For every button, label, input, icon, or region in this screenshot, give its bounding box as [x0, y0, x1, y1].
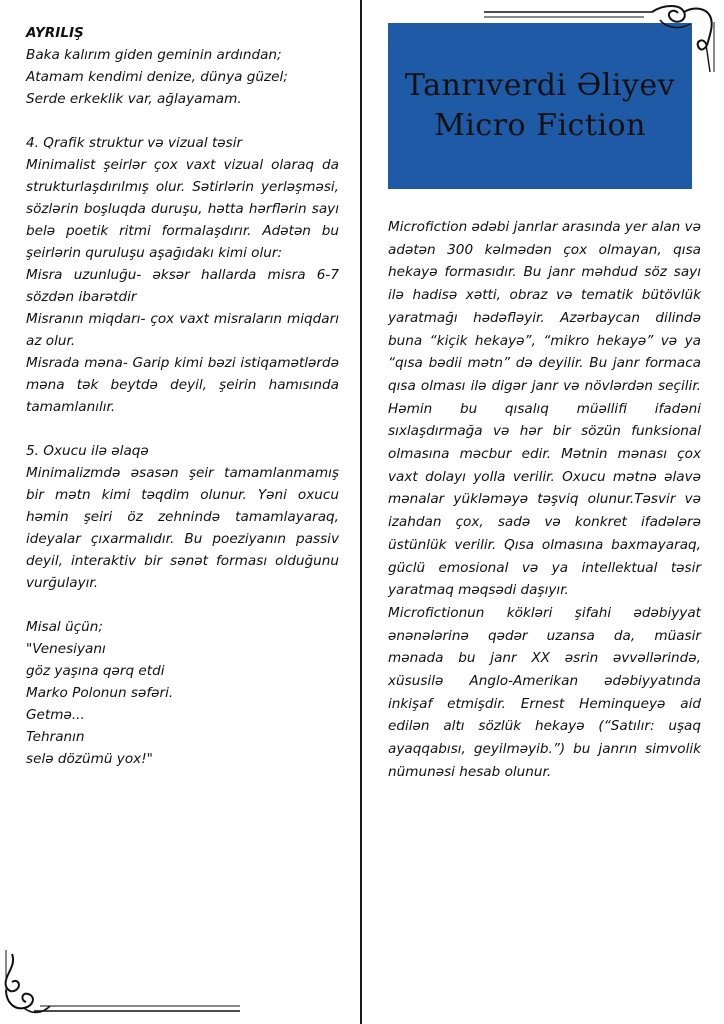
section4-paragraph: Misrada məna- Garip kimi bəzi istiqamətlərdə məna tək beytdə deyil, şeirin hamısında tamamlanılır. [26, 355, 339, 415]
example-line: Marko Polonun səfəri. [26, 685, 174, 701]
section4-paragraph: Minimalist şeirlər çox vaxt vizual olaraq da strukturlaşdırılmış olur. Sətirlərin yerləşməsi, sözlərin boşluqda duruşu, hətta hərflərin sayı belə poetik ritmi formalaşdırır. Adətən bu şeirlərin quruluşu aşağıdakı kimi olur: [26, 157, 339, 261]
title-author: Tanrıverdi Əliyev [404, 68, 676, 103]
section4-paragraph: Misranın miqdarı- çox vaxt misraların miqdarı az olur. [26, 311, 339, 349]
left-column [26, 22, 339, 770]
flourish-ornament-icon [484, 2, 720, 72]
example-line: selə dözümü yox!" [26, 751, 153, 767]
section4-heading: 4. Qrafik struktur və vizual təsir [26, 135, 243, 151]
poem-line: Baka kalırım giden geminin ardından; [26, 47, 282, 63]
example-line: "Venesiyanı [26, 641, 106, 657]
example-line: göz yaşına qərq etdi [26, 663, 165, 679]
right-paragraph: Microfictionun kökləri şifahi ədəbiyyat ənənələrinə qədər uzansa da, müasir mənada bu janr XX əsrin əvvəllərində, xüsusilə Anglo-Amerikan ədəbiyyatında inkişaf etmişdir. Ernest Heminqueyə aid edilən altı sözlük hekayə (“Satılır: uşaq ayaqqabısı, geyilməyib.”) bu janrın simvolik nümunəsi hesab olunur. [388, 604, 701, 780]
column-divider [360, 0, 362, 1024]
poem-block [26, 44, 339, 110]
poem-line: Serde erkeklik var, ağlayamam. [26, 91, 242, 107]
example-line: Tehranın [26, 729, 85, 745]
right-column [388, 216, 701, 784]
title-genre: Micro Fiction [434, 108, 646, 143]
example-label: Misal üçün; [26, 619, 103, 635]
section5-heading: 5. Oxucu ilə əlaqə [26, 443, 149, 459]
flourish-ornament-icon [0, 950, 240, 1024]
section4-paragraph: Misra uzunluğu- əksər hallarda misra 6-7 sözdən ibarətdir [26, 267, 339, 305]
poem-title: AYRILIŞ [26, 25, 84, 41]
right-paragraph: Microfiction ədəbi janrlar arasında yer alan və adətən 300 kəlmədən çox olmayan, qısa hekayə formasıdır. Bu janr məhdud söz sayı ilə hadisə xətti, obraz və tematik bütövlük yaratmağı hədəfləyir. Azərbaycan dilində buna “kiçik hekayə”, “mikro hekayə” və ya “qısa bədii mətn” də deyilir. Bu janr formaca qısa olması ilə digər janr və növlərdən seçilir. Həmin bu qısalıq müəllifi ifadəni sıxlaşdırmağa və hər bir sözün funksional olmasına məcbur edir. Mətnin mənası çox vaxt dolayı yolla verilir. Oxucu mətnə əlavə mənalar yükləməyə təşviq olunur.Təsvir və izahdan çox, sadə və konkret ifadələrə üstünlük verilir. Qısa olmasına baxmayaraq, güclü emosional və ya intellektual təsir yaratmaq məqsədi daşıyır. [388, 219, 702, 599]
example-block [26, 616, 339, 770]
example-line: Getmə... [26, 707, 85, 723]
poem-line: Atamam kendimi denize, dünya güzel; [26, 69, 288, 85]
section5-paragraph: Minimalizmdə əsasən şeir tamamlanmamış bir mətn kimi təqdim olunur. Yəni oxucu həmin şeiri öz zehnində tamamlayaraq, ideyalar çıxarmalıdır. Bu poeziyanın passiv deyil, interaktiv bir sənət forması olduğunu vurğulayır. [26, 465, 339, 591]
